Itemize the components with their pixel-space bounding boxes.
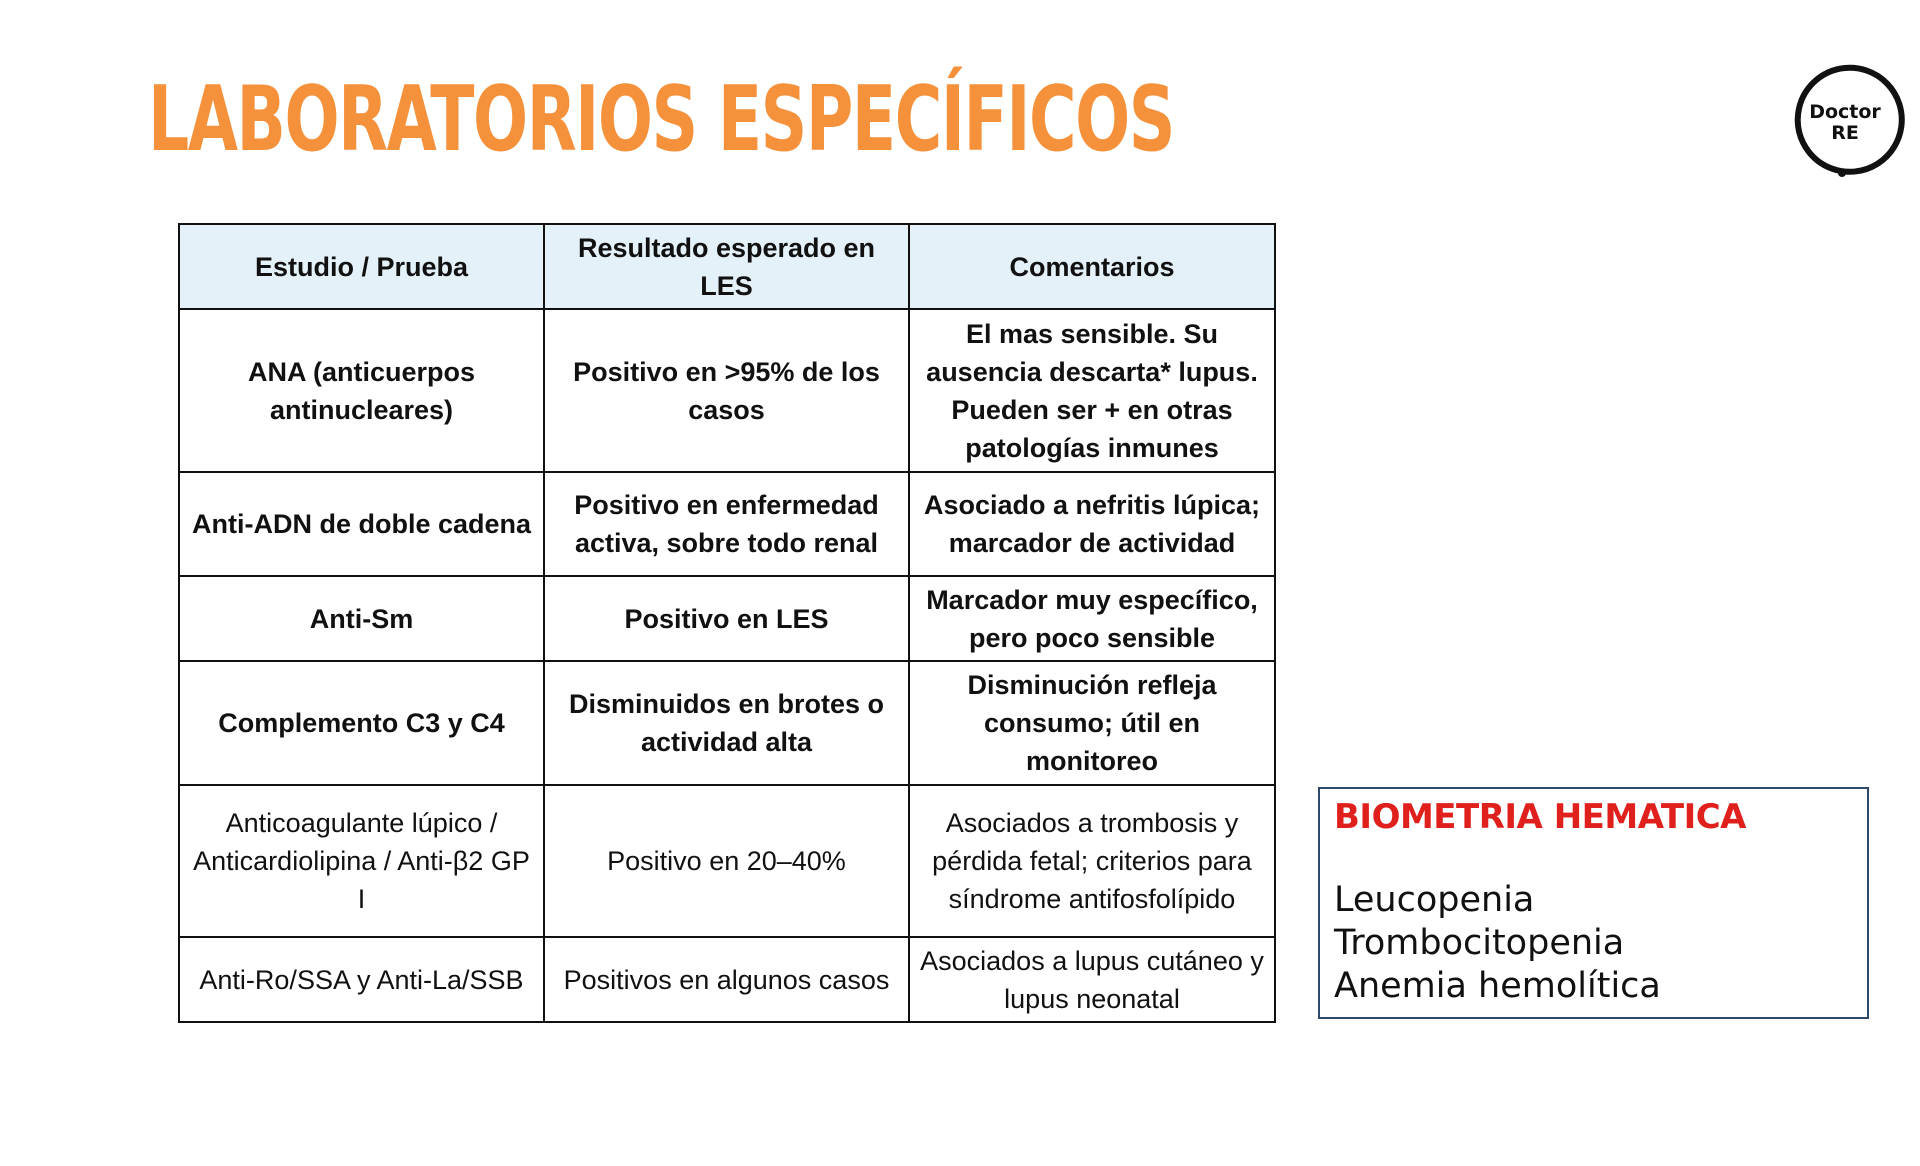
- logo-line-2: RE: [1831, 122, 1859, 144]
- list-item: Anemia hemolítica: [1334, 966, 1661, 1006]
- cell-estudio: Complemento C3 y C4: [179, 661, 544, 785]
- table-row: [179, 661, 1275, 785]
- cell-resultado: Disminuidos en brotes o actividad alta: [544, 661, 909, 785]
- cell-resultado: Positivo en 20–40%: [544, 785, 909, 937]
- table-row: [179, 309, 1275, 472]
- labs-table: [178, 223, 1276, 1023]
- header-resultado: Resultado esperado en LES: [544, 224, 909, 309]
- cell-estudio: Anticoagulante lúpico / Anticardiolipina / Anti-β2 GP I: [179, 785, 544, 937]
- cell-comentario: Asociados a lupus cutáneo y lupus neonatal: [909, 937, 1275, 1022]
- cell-resultado: Positivo en LES: [544, 576, 909, 661]
- table-row: [179, 785, 1275, 937]
- cell-estudio: ANA (anticuerpos antinucleares): [179, 309, 544, 472]
- table-row: [179, 576, 1275, 661]
- logo-line-1: Doctor: [1809, 101, 1881, 123]
- table-row: [179, 937, 1275, 1022]
- header-estudio: Estudio / Prueba: [179, 224, 544, 309]
- table-header-row: [179, 224, 1275, 309]
- cell-resultado: Positivo en enfermedad activa, sobre todo renal: [544, 472, 909, 576]
- list-item: Leucopenia: [1334, 880, 1535, 920]
- cell-comentario: El mas sensible. Su ausencia descarta* lupus. Pueden ser + en otras patologías inmunes: [909, 309, 1275, 472]
- cell-estudio: Anti-ADN de doble cadena: [179, 472, 544, 576]
- logo-text: [1785, 102, 1905, 144]
- biometria-title: BIOMETRIA HEMATICA: [1334, 797, 1746, 837]
- cell-estudio: Anti-Ro/SSA y Anti-La/SSB: [179, 937, 544, 1022]
- page-title: LABORATORIOS ESPECÍFICOS: [148, 67, 1175, 172]
- cell-resultado: Positivos en algunos casos: [544, 937, 909, 1022]
- cell-comentario: Asociado a nefritis lúpica; marcador de actividad: [909, 472, 1275, 576]
- cell-comentario: Disminución refleja consumo; útil en monitoreo: [909, 661, 1275, 785]
- biometria-list: [1334, 879, 1853, 1008]
- cell-resultado: Positivo en >95% de los casos: [544, 309, 909, 472]
- cell-comentario: Marcador muy específico, pero poco sensible: [909, 576, 1275, 661]
- biometria-box: [1318, 787, 1869, 1019]
- header-comentarios: Comentarios: [909, 224, 1275, 309]
- cell-comentario: Asociados a trombosis y pérdida fetal; criterios para síndrome antifosfolípido: [909, 785, 1275, 937]
- table-row: [179, 472, 1275, 576]
- doctor-re-logo: [1785, 60, 1905, 180]
- list-item: Trombocitopenia: [1334, 923, 1625, 963]
- cell-estudio: Anti-Sm: [179, 576, 544, 661]
